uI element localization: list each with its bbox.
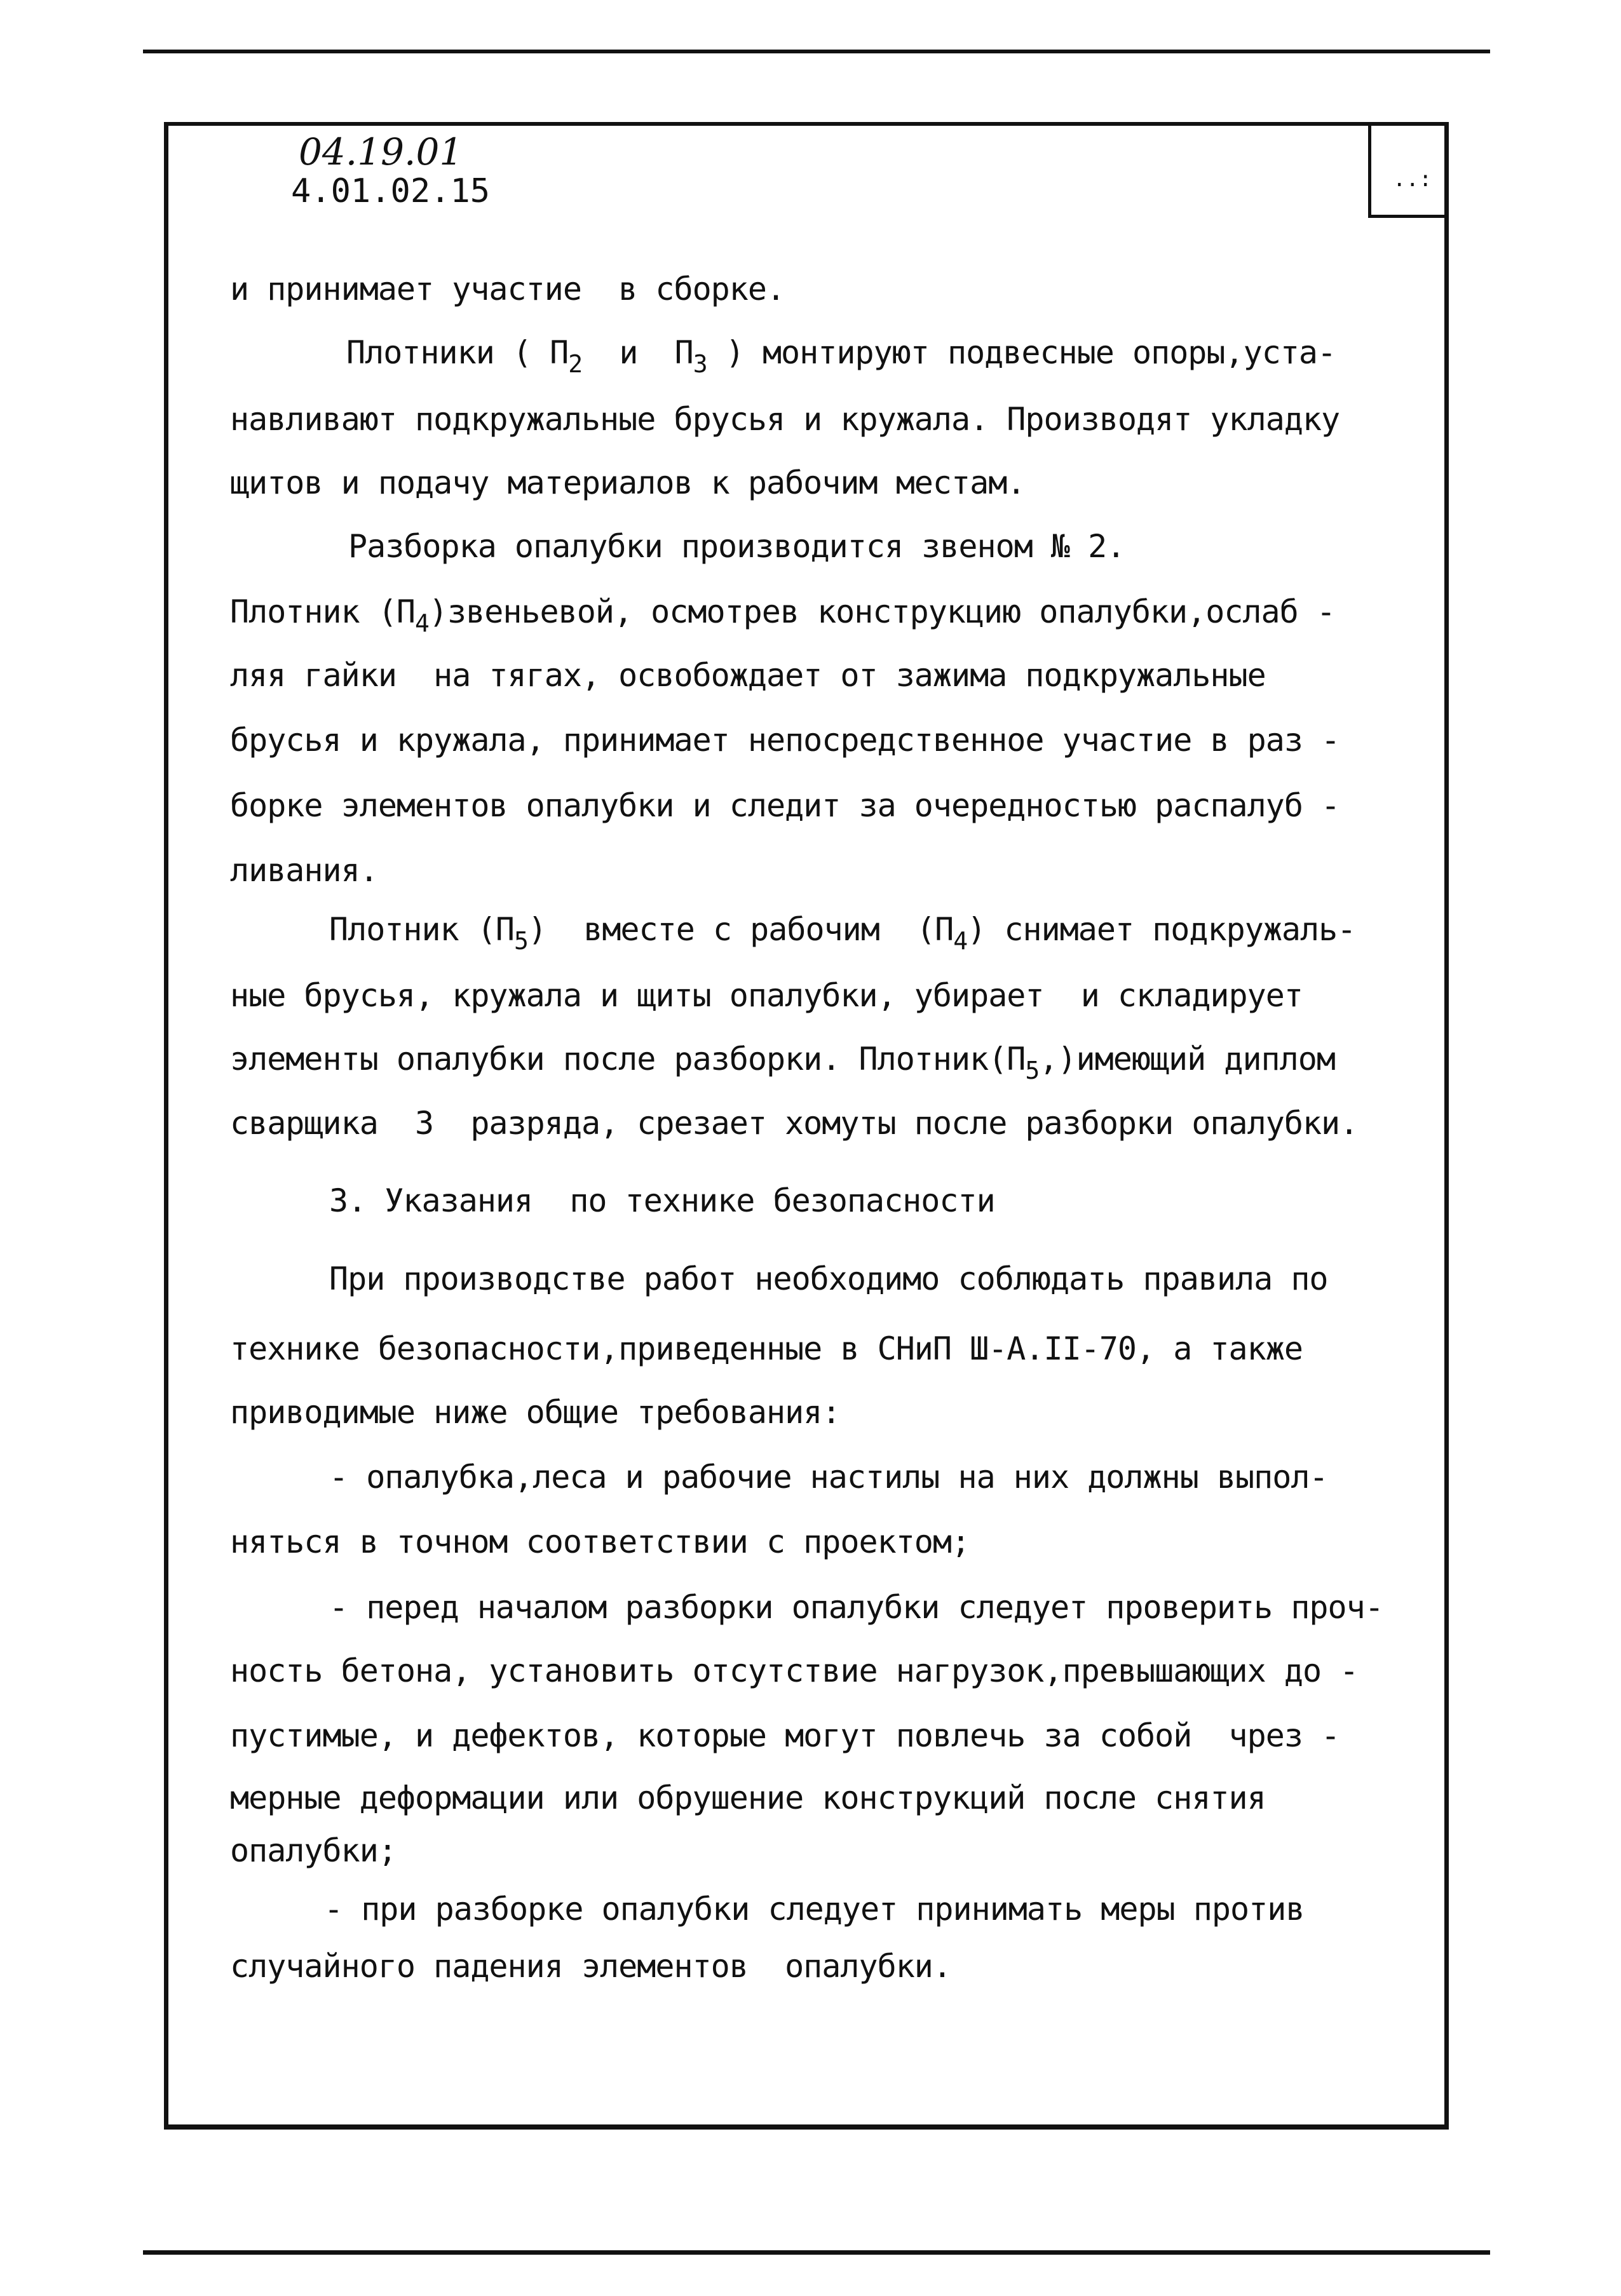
text-line: сварщика 3 разряда, срезает хомуты после разборки опалубки. — [230, 1105, 1359, 1142]
text-line: навливают подкружальные брусья и кружала. Производят укладку — [230, 401, 1340, 438]
text-line: опалубки; — [230, 1832, 397, 1869]
text-line: Плотник $(П_5)$ вместе с рабочим $(П_4)$ снимает подкружаль- — [329, 911, 1356, 955]
text-line: Плотник $(П_4)звеньевой$, осмотрев конструкцию опалубки,ослаб - — [230, 593, 1335, 637]
text-line: борке элементов опалубки и следит за очередностью распалуб - — [230, 787, 1340, 824]
text-line: ность бетона, установить отсутствие нагрузок,превышающих до - — [230, 1652, 1359, 1689]
text-line: При производстве работ необходимо соблюдать правила по — [329, 1260, 1328, 1297]
handwritten-code: 04.19.01 — [299, 130, 463, 173]
top-rule — [143, 50, 1490, 53]
list-item: - опалубка,леса и рабочие настилы на них должны выпол- — [329, 1459, 1328, 1496]
text-line: ляя гайки на тягах, освобождает от зажима подкружальные — [230, 657, 1266, 694]
section-heading: 3. Указания по технике безопасности — [329, 1182, 995, 1219]
text-line: Разборка опалубки производится звеном № 2. — [348, 528, 1125, 565]
text-line: пустимые, и дефектов, которые могут повлечь за собой чрез - — [230, 1717, 1340, 1754]
text-line: и принимает участие в сборке. — [230, 271, 785, 307]
text-line: случайного падения элементов опалубки. — [230, 1948, 951, 1985]
text-line: щитов и подачу материалов к рабочим местам. — [230, 464, 1026, 501]
text-line: приводимые ниже общие требования: — [230, 1394, 841, 1431]
text-line: элементы опалубки после разборки. $Плотник(П_5,)имеющий$ диплом — [230, 1041, 1335, 1084]
text-line: ливания. — [230, 852, 378, 889]
list-item: - при разборке опалубки следует принимать меры против — [324, 1891, 1305, 1928]
page-number-mark: ..: — [1393, 166, 1432, 192]
text-line: мерные деформации или обрушение конструкций после снятия — [230, 1779, 1266, 1816]
bottom-rule — [143, 2250, 1490, 2255]
text-line: технике безопасности,приведенные в СНиП Ш-А.II-70, а также — [230, 1330, 1303, 1367]
list-item: - перед началом разборки опалубки следует проверить проч- — [329, 1589, 1383, 1626]
text-line: няться в точном соответствии с проектом; — [230, 1523, 970, 1560]
text-line: ные брусья, кружала и щиты опалубки, убирает и складирует — [230, 977, 1303, 1014]
document-code: 4.01.02.15 — [291, 172, 491, 210]
text-line: Плотники ( $П_2$ и $П_3$ ) монтируют подвесные опоры,уста- — [346, 334, 1336, 378]
text-line: брусья и кружала, принимает непосредственное участие в раз - — [230, 722, 1340, 759]
